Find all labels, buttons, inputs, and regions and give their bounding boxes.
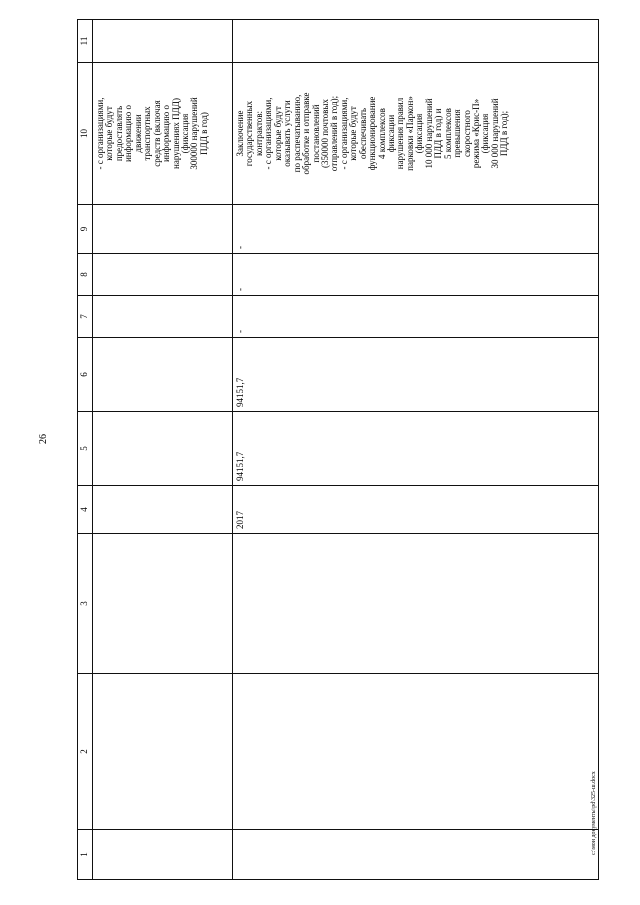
table-cell [93, 296, 233, 338]
table-cell [233, 205, 599, 254]
column-header-8: 8 [78, 254, 93, 296]
table-cell [233, 674, 599, 830]
page-number: 26 [38, 434, 49, 444]
table-cell [233, 830, 599, 880]
table-cell [233, 486, 599, 534]
column-header-3: 3 [78, 534, 93, 674]
table-cell [233, 20, 599, 63]
table-cell [233, 534, 599, 674]
table-cell [93, 254, 233, 296]
contract-description-text: Заключение государственных контрактов: - с организациями, которые будут оказывать услуги по распечатыванию, обработке и отправке постановлений (350000 почтовых отправлений в год); - с организациями, которые будут обеспечивать функционирование 4 комплексов фиксации нарушения правил парковки «Паркон» (фиксация 10 000 нарушений ПДД в год) и 5 комплексов превышения скоростного режима «Крис-П» (фиксация 30 000 нарушений ПДД в год); [235, 92, 510, 175]
table-cell [93, 20, 233, 63]
table-row [233, 20, 599, 880]
column-header-5: 5 [78, 412, 93, 486]
amount-value: 94151,7 [235, 451, 245, 481]
dash-value: - [235, 288, 245, 291]
table-cell [233, 338, 599, 412]
table-cell [233, 63, 599, 205]
table-cell [233, 296, 599, 338]
table-cell [93, 534, 233, 674]
column-header-9: 9 [78, 205, 93, 254]
footer-file-path: c:\мои документы\pd\325-ш.docx [591, 771, 597, 855]
amount-value: 94151,7 [235, 377, 245, 407]
dash-value: - [235, 246, 245, 249]
column-header-1: 1 [78, 830, 93, 880]
table-cell [93, 63, 233, 205]
column-header-2: 2 [78, 674, 93, 830]
table-cell [93, 205, 233, 254]
table-cell [233, 254, 599, 296]
contract-info-text: - с организациями, которые будут предоставлять информацию о движении транспортных средств (включая информацию о нарушениях ПДД) (фиксация 300000 нарушений ПДД в год) [95, 97, 209, 170]
table-cell [93, 338, 233, 412]
table-cell [93, 412, 233, 486]
dash-value: - [235, 330, 245, 333]
table-cell [93, 830, 233, 880]
table-cell [93, 674, 233, 830]
data-table [77, 19, 599, 880]
column-header-10: 10 [78, 63, 93, 205]
column-header-4: 4 [78, 486, 93, 534]
rotated-table-container [77, 20, 583, 880]
table-row [93, 20, 233, 880]
column-header-6: 6 [78, 338, 93, 412]
table-cell [233, 412, 599, 486]
column-header-7: 7 [78, 296, 93, 338]
column-header-11: 11 [78, 20, 93, 63]
table-header-row [78, 20, 93, 880]
table-cell [93, 486, 233, 534]
year-value: 2017 [235, 511, 245, 529]
